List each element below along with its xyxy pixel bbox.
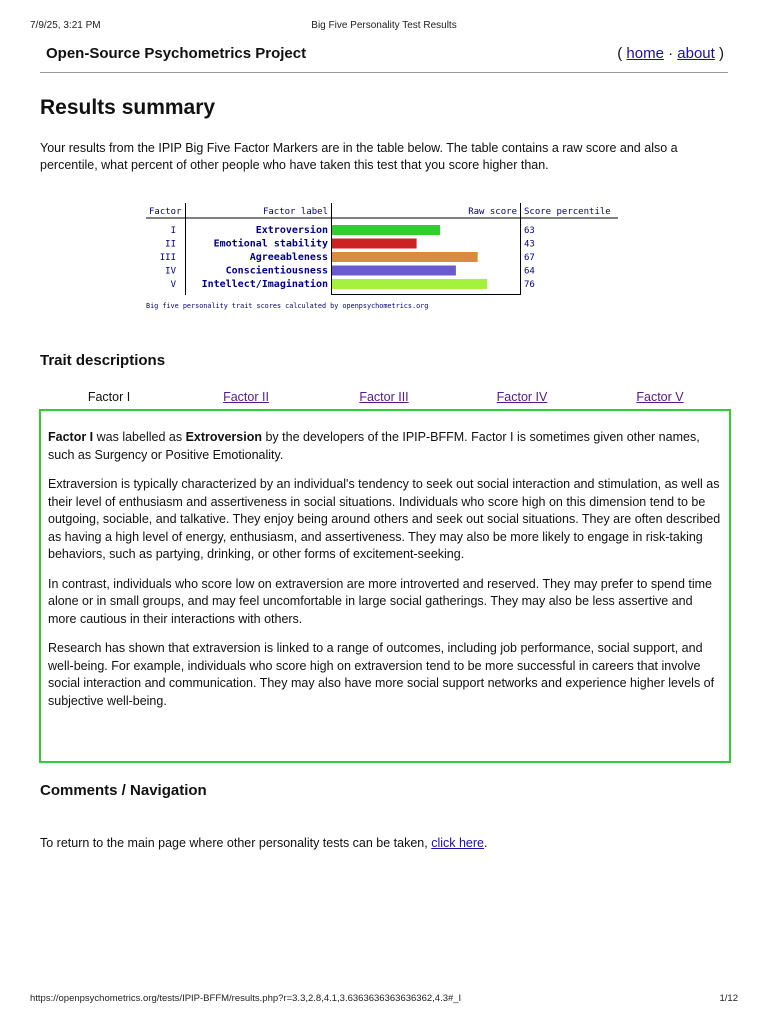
tab-factor-iii[interactable]: Factor III <box>359 390 409 404</box>
print-date: 7/9/25, 3:21 PM <box>30 20 101 31</box>
factor-intro-paragraph <box>48 429 722 464</box>
results-title: Results summary <box>40 96 216 119</box>
chart-factor-numeral: IV <box>165 266 176 277</box>
chart-bar <box>332 279 487 289</box>
chart-factor-label: Extroversion <box>255 225 328 236</box>
chart-header-raw: Raw score <box>468 207 517 217</box>
return-text-end: . <box>484 836 488 850</box>
chart-bar <box>332 239 417 249</box>
chart-factor-label: Conscientiousness <box>225 265 328 277</box>
tab-factor-ii[interactable]: Factor II <box>223 390 269 404</box>
chart-factor-label: Intellect/Imagination <box>201 279 328 290</box>
chart-percentile: 64 <box>524 266 535 277</box>
chart-header-label: Factor label <box>262 207 328 217</box>
chart-factor-numeral: III <box>159 253 176 263</box>
results-intro: Your results from the IPIP Big Five Factor Markers are in the table below. The table contains a raw score and also a percentile, what percent of other people who have taken this test that you score higher than. <box>40 141 678 172</box>
tab-factor-iv[interactable]: Factor IV <box>496 390 548 404</box>
trait-descriptions-title: Trait descriptions <box>40 352 166 369</box>
nav-close-paren: ) <box>714 45 724 62</box>
nav-open-paren: ( <box>617 45 627 62</box>
description-paragraph-3: Research has shown that extraversion is linked to a range of outcomes, including job performance, social support, and well-being. For example, individuals who score high on extraversion tend to be more successful in careers that involve social interaction and communication. They may also have more social support networks and experience higher levels of subjective well-being. <box>48 641 715 708</box>
print-footer <box>30 993 738 1005</box>
click-here-link[interactable]: click here <box>431 836 484 850</box>
comments-navigation-title: Comments / Navigation <box>40 782 207 799</box>
chart-percentile: 76 <box>524 280 535 290</box>
chart-header-factor: Factor <box>149 207 182 217</box>
factor-intro-text: was labelled as <box>93 430 186 444</box>
chart-percentile: 43 <box>524 239 535 250</box>
score-chart <box>146 203 618 313</box>
chart-factor-label: Agreeableness <box>249 252 328 263</box>
description-paragraph-1: Extraversion is typically characterized by an individual's tendency to seek out social interaction and stimulation, as well as their level of enthusiasm and assertiveness in social situations. Individuals who score high on this dimension tend to be outgoing, sociable, and talkative. They enjoy being around others and seek out social situations. They are often described as having a high level of energy, enthusiasm, and assertiveness. They may also be more likely to engage in risk-taking behaviors, such as partying, drinking, or other forms of excitement-seeking. <box>48 477 721 561</box>
chart-rows <box>160 224 535 290</box>
chart-bar <box>332 252 478 262</box>
about-link[interactable]: about <box>677 45 715 62</box>
return-text: To return to the main page where other personality tests can be taken, <box>40 836 432 850</box>
chart-footnote: Big five personality trait scores calculated by openpsychometrics.org <box>146 302 429 310</box>
factor-label: Extroversion <box>185 430 262 444</box>
tab-factor-i[interactable]: Factor I <box>87 390 131 404</box>
site-header <box>40 44 728 73</box>
print-page-number: 1/12 <box>719 993 738 1004</box>
chart-factor-label: Emotional stability <box>213 238 328 250</box>
description-paragraph-2: In contrast, individuals who score low on extraversion are more introverted and reserved. They may prefer to spend time alone or in small groups, and may feel uncomfortable in large social gatherings. They may also be less assertive and more cautious in their interactions with others. <box>48 576 712 626</box>
chart-factor-numeral: I <box>170 226 176 236</box>
tab-factor-v[interactable]: Factor V <box>636 390 684 404</box>
print-title: Big Five Personality Test Results <box>311 20 457 31</box>
print-url: https://openpsychometrics.org/tests/IPIP-BFFM/results.php?r=3.3,2.8,4.1,3.6363636363636362,4.3#_I <box>30 993 462 1004</box>
factor-intro-text-2: by the developers of the IPIP-BFFM. Factor I is sometimes given other names, such as Surgency or Positive Emotionality. <box>48 430 700 462</box>
chart-percentile: 67 <box>524 253 535 263</box>
factor-tabs <box>40 390 730 408</box>
chart-factor-numeral: II <box>165 239 176 250</box>
chart-header-percentile: Score percentile <box>524 207 611 217</box>
factor-description-box <box>39 409 731 763</box>
return-main-text <box>40 836 487 850</box>
chart-factor-numeral: V <box>170 280 176 290</box>
site-title: Open-Source Psychometrics Project <box>46 45 307 62</box>
nav-separator: · <box>663 45 678 62</box>
chart-bar <box>332 266 456 276</box>
site-nav <box>617 45 724 62</box>
chart-percentile: 63 <box>524 226 535 236</box>
print-header <box>30 20 738 32</box>
factor-name: Factor I <box>48 430 94 444</box>
home-link[interactable]: home <box>626 45 664 62</box>
chart-bar <box>332 225 440 235</box>
